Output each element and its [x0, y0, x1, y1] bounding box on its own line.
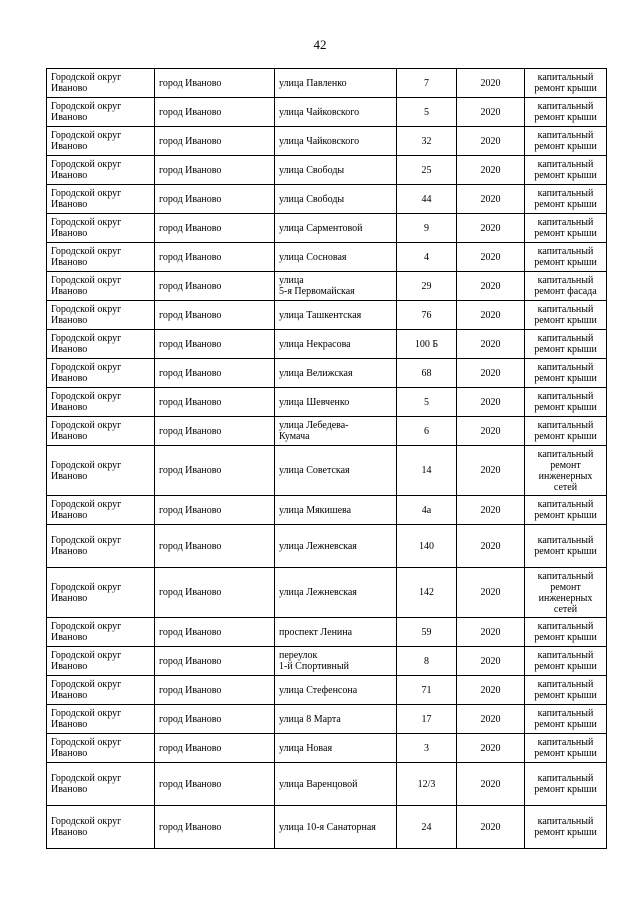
cell-street: улица Некрасова [275, 330, 397, 359]
page-number: 42 [313, 37, 327, 52]
cell-street: улица Свободы [275, 156, 397, 185]
table-row [47, 763, 607, 806]
cell-work-type: капитальный ремонт крыши [525, 156, 607, 185]
table-row [47, 568, 607, 618]
cell-okrug: Городской округ Иваново [47, 69, 155, 98]
cell-house-number: 24 [397, 806, 457, 849]
cell-city: город Иваново [155, 69, 275, 98]
cell-city: город Иваново [155, 568, 275, 618]
cell-okrug: Городской округ Иваново [47, 734, 155, 763]
cell-city: город Иваново [155, 330, 275, 359]
cell-city: город Иваново [155, 359, 275, 388]
cell-house-number: 3 [397, 734, 457, 763]
cell-house-number: 7 [397, 69, 457, 98]
cell-okrug: Городской округ Иваново [47, 676, 155, 705]
cell-street: улица Лебедева- Кумача [275, 417, 397, 446]
cell-year: 2020 [457, 272, 525, 301]
table-row [47, 214, 607, 243]
cell-house-number: 25 [397, 156, 457, 185]
cell-work-type: капитальный ремонт крыши [525, 676, 607, 705]
cell-okrug: Городской округ Иваново [47, 272, 155, 301]
cell-year: 2020 [457, 763, 525, 806]
cell-street: улица 5-я Первомайская [275, 272, 397, 301]
cell-okrug: Городской округ Иваново [47, 330, 155, 359]
cell-work-type: капитальный ремонт крыши [525, 417, 607, 446]
cell-work-type: капитальный ремонт инженерных сетей [525, 446, 607, 496]
cell-house-number: 100 Б [397, 330, 457, 359]
table-row [47, 705, 607, 734]
cell-okrug: Городской округ Иваново [47, 705, 155, 734]
table-row [47, 127, 607, 156]
cell-work-type: капитальный ремонт крыши [525, 301, 607, 330]
cell-city: город Иваново [155, 417, 275, 446]
table-row [47, 496, 607, 525]
cell-work-type: капитальный ремонт крыши [525, 496, 607, 525]
cell-city: город Иваново [155, 185, 275, 214]
cell-okrug: Городской округ Иваново [47, 417, 155, 446]
cell-street: улица Варенцовой [275, 763, 397, 806]
cell-house-number: 9 [397, 214, 457, 243]
cell-work-type: капитальный ремонт инженерных сетей [525, 568, 607, 618]
cell-city: город Иваново [155, 676, 275, 705]
cell-street: улица 8 Марта [275, 705, 397, 734]
cell-okrug: Городской округ Иваново [47, 806, 155, 849]
cell-street: улица 10-я Санаторная [275, 806, 397, 849]
cell-work-type: капитальный ремонт фасада [525, 272, 607, 301]
cell-work-type: капитальный ремонт крыши [525, 806, 607, 849]
cell-house-number: 4а [397, 496, 457, 525]
cell-year: 2020 [457, 417, 525, 446]
table-row [47, 525, 607, 568]
cell-year: 2020 [457, 525, 525, 568]
cell-work-type: капитальный ремонт крыши [525, 647, 607, 676]
cell-work-type: капитальный ремонт крыши [525, 734, 607, 763]
cell-year: 2020 [457, 214, 525, 243]
cell-year: 2020 [457, 676, 525, 705]
cell-house-number: 68 [397, 359, 457, 388]
cell-street: улица Ташкентская [275, 301, 397, 330]
cell-city: город Иваново [155, 618, 275, 647]
cell-okrug: Городской округ Иваново [47, 98, 155, 127]
table-row [47, 185, 607, 214]
cell-year: 2020 [457, 98, 525, 127]
cell-house-number: 140 [397, 525, 457, 568]
cell-house-number: 71 [397, 676, 457, 705]
table-row [47, 156, 607, 185]
cell-year: 2020 [457, 330, 525, 359]
cell-okrug: Городской округ Иваново [47, 525, 155, 568]
cell-okrug: Городской округ Иваново [47, 446, 155, 496]
cell-house-number: 76 [397, 301, 457, 330]
cell-city: город Иваново [155, 705, 275, 734]
cell-city: город Иваново [155, 806, 275, 849]
cell-work-type: капитальный ремонт крыши [525, 763, 607, 806]
table-body [47, 69, 607, 849]
cell-work-type: капитальный ремонт крыши [525, 127, 607, 156]
cell-work-type: капитальный ремонт крыши [525, 69, 607, 98]
table-row [47, 69, 607, 98]
cell-city: город Иваново [155, 388, 275, 417]
cell-work-type: капитальный ремонт крыши [525, 98, 607, 127]
cell-house-number: 6 [397, 417, 457, 446]
cell-street: проспект Ленина [275, 618, 397, 647]
cell-house-number: 14 [397, 446, 457, 496]
cell-work-type: капитальный ремонт крыши [525, 185, 607, 214]
table-row [47, 98, 607, 127]
cell-city: город Иваново [155, 301, 275, 330]
cell-street: улица Свободы [275, 185, 397, 214]
cell-year: 2020 [457, 388, 525, 417]
cell-year: 2020 [457, 568, 525, 618]
cell-okrug: Городской округ Иваново [47, 388, 155, 417]
cell-okrug: Городской округ Иваново [47, 763, 155, 806]
cell-city: город Иваново [155, 734, 275, 763]
cell-year: 2020 [457, 359, 525, 388]
cell-house-number: 29 [397, 272, 457, 301]
cell-okrug: Городской округ Иваново [47, 156, 155, 185]
cell-city: город Иваново [155, 647, 275, 676]
cell-house-number: 59 [397, 618, 457, 647]
cell-okrug: Городской округ Иваново [47, 185, 155, 214]
cell-work-type: капитальный ремонт крыши [525, 388, 607, 417]
cell-street: улица Сарментовой [275, 214, 397, 243]
cell-okrug: Городской округ Иваново [47, 127, 155, 156]
cell-year: 2020 [457, 618, 525, 647]
cell-year: 2020 [457, 185, 525, 214]
cell-street: улица Лежневская [275, 568, 397, 618]
cell-year: 2020 [457, 301, 525, 330]
cell-house-number: 4 [397, 243, 457, 272]
cell-work-type: капитальный ремонт крыши [525, 330, 607, 359]
cell-city: город Иваново [155, 272, 275, 301]
cell-house-number: 142 [397, 568, 457, 618]
cell-work-type: капитальный ремонт крыши [525, 359, 607, 388]
cell-year: 2020 [457, 446, 525, 496]
table-row [47, 359, 607, 388]
cell-house-number: 17 [397, 705, 457, 734]
cell-street: улица Новая [275, 734, 397, 763]
cell-street: переулок 1-й Спортивный [275, 647, 397, 676]
cell-house-number: 12/3 [397, 763, 457, 806]
cell-house-number: 5 [397, 98, 457, 127]
cell-city: город Иваново [155, 127, 275, 156]
cell-work-type: капитальный ремонт крыши [525, 705, 607, 734]
table-row [47, 301, 607, 330]
cell-street: улица Велижская [275, 359, 397, 388]
cell-street: улица Стефенсона [275, 676, 397, 705]
cell-work-type: капитальный ремонт крыши [525, 243, 607, 272]
cell-work-type: капитальный ремонт крыши [525, 525, 607, 568]
cell-okrug: Городской округ Иваново [47, 618, 155, 647]
cell-year: 2020 [457, 806, 525, 849]
table-row [47, 618, 607, 647]
cell-okrug: Городской округ Иваново [47, 359, 155, 388]
cell-okrug: Городской округ Иваново [47, 243, 155, 272]
cell-house-number: 5 [397, 388, 457, 417]
cell-year: 2020 [457, 734, 525, 763]
cell-street: улица Шевченко [275, 388, 397, 417]
table-row [47, 272, 607, 301]
cell-city: город Иваново [155, 496, 275, 525]
cell-year: 2020 [457, 127, 525, 156]
cell-okrug: Городской округ Иваново [47, 214, 155, 243]
cell-house-number: 44 [397, 185, 457, 214]
cell-street: улица Советская [275, 446, 397, 496]
repair-schedule-table [46, 68, 607, 849]
cell-city: город Иваново [155, 243, 275, 272]
table-row [47, 243, 607, 272]
cell-okrug: Городской округ Иваново [47, 301, 155, 330]
cell-house-number: 32 [397, 127, 457, 156]
cell-okrug: Городской округ Иваново [47, 568, 155, 618]
table-row [47, 330, 607, 359]
cell-city: город Иваново [155, 156, 275, 185]
cell-city: город Иваново [155, 525, 275, 568]
cell-year: 2020 [457, 69, 525, 98]
table-row [47, 647, 607, 676]
cell-work-type: капитальный ремонт крыши [525, 618, 607, 647]
table-row [47, 417, 607, 446]
cell-street: улица Чайковского [275, 98, 397, 127]
cell-street: улица Лежневская [275, 525, 397, 568]
cell-work-type: капитальный ремонт крыши [525, 214, 607, 243]
cell-city: город Иваново [155, 98, 275, 127]
table-row [47, 734, 607, 763]
table-row [47, 446, 607, 496]
cell-street: улица Сосновая [275, 243, 397, 272]
table-row [47, 676, 607, 705]
table-row [47, 388, 607, 417]
cell-street: улица Мякишева [275, 496, 397, 525]
cell-year: 2020 [457, 705, 525, 734]
cell-street: улица Чайковского [275, 127, 397, 156]
cell-okrug: Городской округ Иваново [47, 496, 155, 525]
cell-year: 2020 [457, 243, 525, 272]
cell-city: город Иваново [155, 763, 275, 806]
cell-city: город Иваново [155, 214, 275, 243]
cell-year: 2020 [457, 496, 525, 525]
cell-city: город Иваново [155, 446, 275, 496]
table-row [47, 806, 607, 849]
cell-year: 2020 [457, 156, 525, 185]
cell-house-number: 8 [397, 647, 457, 676]
cell-street: улица Павленко [275, 69, 397, 98]
cell-year: 2020 [457, 647, 525, 676]
cell-okrug: Городской округ Иваново [47, 647, 155, 676]
